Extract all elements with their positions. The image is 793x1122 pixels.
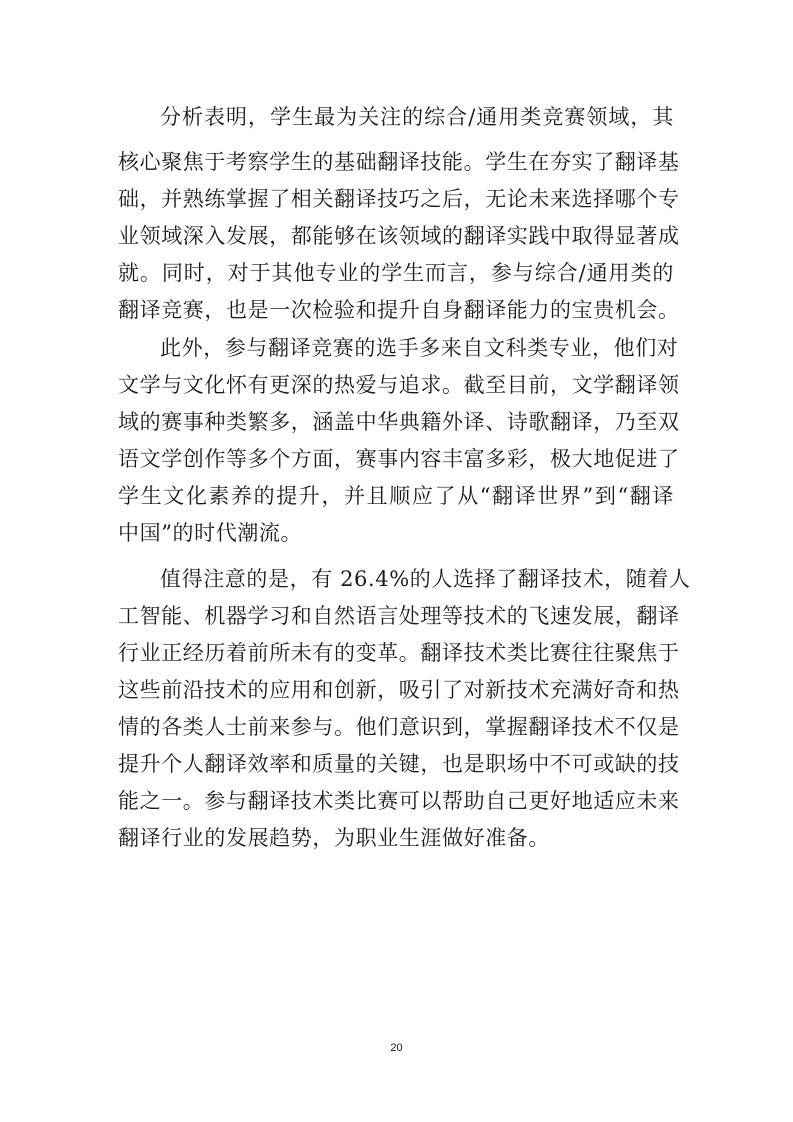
paragraph-line: 分析表明，学生最为关注的综合/通用类竞赛领域，其 xyxy=(160,105,674,129)
paragraph-line: 此外，参与翻译竞赛的选手多来自文科类专业，他们对 xyxy=(160,336,679,360)
paragraph-line: 情的各类人士前来参与。他们意识到，掌握翻译技术不仅是 xyxy=(118,715,680,739)
paragraph-line: 就。同时，对于其他专业的学生而言，参与综合/通用类的 xyxy=(118,261,674,285)
paragraph-line: 域的赛事种类繁多，涵盖中华典籍外译、诗歌翻译，乃至双 xyxy=(118,410,680,434)
paragraph-line: 能之一。参与翻译技术类比赛可以帮助自己更好地适应未来 xyxy=(118,789,680,813)
paragraph-line: 这些前沿技术的应用和创新，吸引了对新技术充满好奇和热 xyxy=(118,678,680,702)
paragraph-line: 语文学创作等多个方面，赛事内容丰富多彩，极大地促进了 xyxy=(118,447,680,471)
paragraph-line: 文学与文化怀有更深的热爱与追求。截至目前，文学翻译领 xyxy=(118,373,680,397)
paragraph-line: 中国”的时代潮流。 xyxy=(118,521,303,545)
page-number: 20 xyxy=(390,1042,403,1054)
paragraph-line: 学生文化素养的提升，并且顺应了从“翻译世界”到“翻译 xyxy=(118,484,674,508)
paragraph-line: 础，并熟练掌握了相关翻译技巧之后，无论未来选择哪个专 xyxy=(118,187,680,211)
paragraph-line: 翻译行业的发展趋势，为职业生涯做好准备。 xyxy=(118,826,550,850)
paragraph-line: 工智能、机器学习和自然语言处理等技术的飞速发展，翻译 xyxy=(118,604,680,628)
paragraph-line: 值得注意的是，有 26.4%的人选择了翻译技术，随着人 xyxy=(160,567,691,591)
paragraph-line: 翻译竞赛，也是一次检验和提升自身翻译能力的宝贵机会。 xyxy=(118,298,680,322)
paragraph-line: 行业正经历着前所未有的变革。翻译技术类比赛往往聚焦于 xyxy=(118,641,680,665)
paragraph-line: 业领域深入发展，都能够在该领域的翻译实践中取得显著成 xyxy=(118,224,680,248)
paragraph-line: 提升个人翻译效率和质量的关键，也是职场中不可或缺的技 xyxy=(118,752,680,776)
paragraph-line: 核心聚焦于考察学生的基础翻译技能。学生在夯实了翻译基 xyxy=(118,150,680,174)
